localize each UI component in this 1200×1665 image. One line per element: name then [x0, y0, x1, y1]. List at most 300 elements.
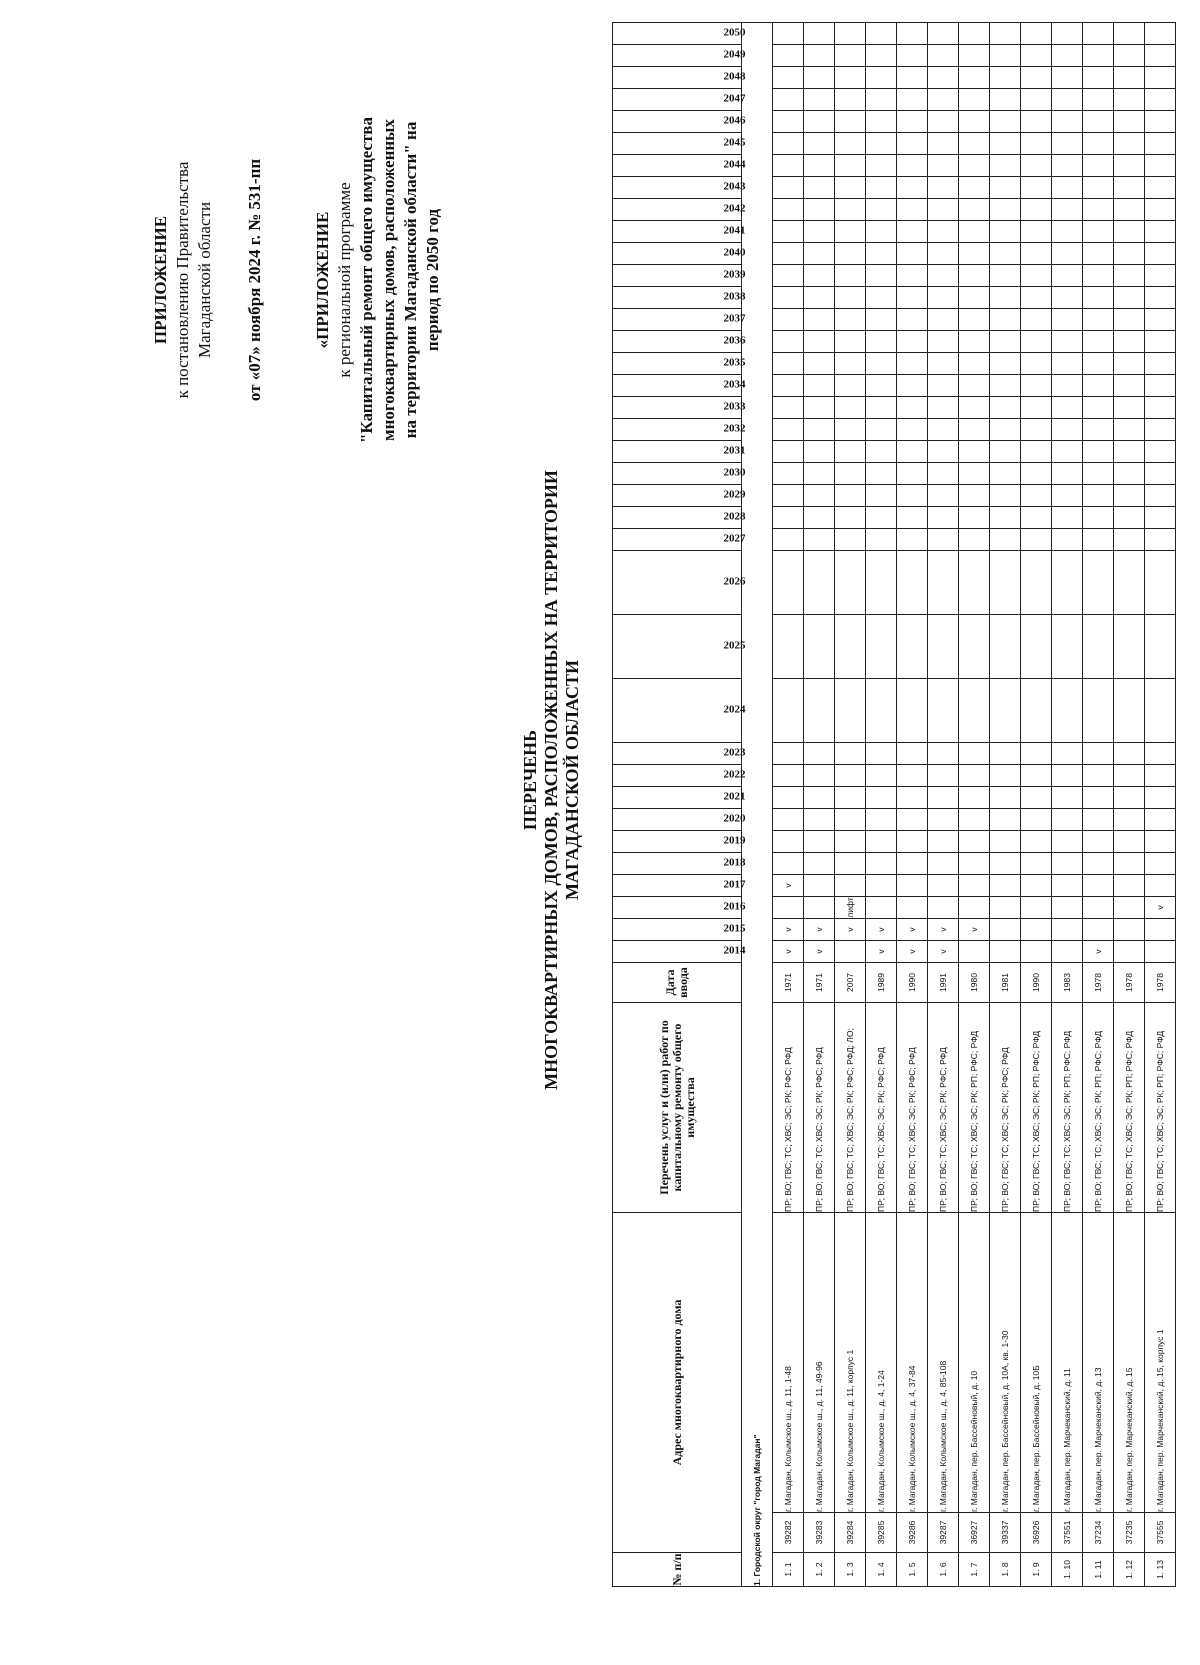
- cell-mark-2050: [1052, 23, 1083, 45]
- cell-mark-2034: [1052, 375, 1083, 397]
- cell-mark-2032: [990, 419, 1021, 441]
- cell-mark-2036: [990, 331, 1021, 353]
- cell-mark-2025: [773, 615, 804, 679]
- cell-mark-2028: [1052, 507, 1083, 529]
- cell-mark-2029: [1114, 485, 1145, 507]
- cell-address: г. Магадан, пер. Бассейновый, д. 10А, кв. 1-30: [990, 1213, 1021, 1513]
- cell-mark-2042: [1052, 199, 1083, 221]
- cell-mark-2038: [959, 287, 990, 309]
- cell-mark-2042: [959, 199, 990, 221]
- cell-mark-2023: [1145, 743, 1176, 765]
- table-row: [990, 23, 1021, 1587]
- cell-mark-2046: [804, 111, 835, 133]
- cell-mark-2015: v: [897, 919, 928, 941]
- cell-mark-2050: [1021, 23, 1052, 45]
- cell-mark-2047: [866, 89, 897, 111]
- cell-mark-2018: [1145, 853, 1176, 875]
- cell-mark-2017: [1083, 875, 1114, 897]
- cell-mark-2036: [1052, 331, 1083, 353]
- cell-mark-2032: [928, 419, 959, 441]
- cell-mark-2035: [928, 353, 959, 375]
- cell-mark-2025: [990, 615, 1021, 679]
- cell-mark-2020: [1114, 809, 1145, 831]
- cell-mark-2015: [1052, 919, 1083, 941]
- cell-mark-2030: [1114, 463, 1145, 485]
- cell-mark-2024: [959, 679, 990, 743]
- cell-mark-2039: [928, 265, 959, 287]
- cell-mark-2035: [959, 353, 990, 375]
- cell-mark-2039: [773, 265, 804, 287]
- cell-mark-2040: [866, 243, 897, 265]
- cell-mark-2041: [1083, 221, 1114, 243]
- cell-mark-2015: v: [835, 919, 866, 941]
- year-label: 2045: [723, 136, 746, 149]
- cell-mark-2041: [804, 221, 835, 243]
- cell-mark-2033: [1114, 397, 1145, 419]
- decree-date: от «07» ноября 2024 г. № 531-пп: [245, 158, 264, 402]
- cell-mark-2049: [959, 45, 990, 67]
- table-row: [928, 23, 959, 1587]
- cell-id: 36926: [1021, 1513, 1052, 1553]
- cell-mark-2014: [835, 941, 866, 963]
- cell-mark-2031: [773, 441, 804, 463]
- year-label: 2019: [723, 834, 746, 847]
- cell-mark-2033: [804, 397, 835, 419]
- year-label: 2027: [723, 532, 746, 545]
- cell-mark-2048: [835, 67, 866, 89]
- cell-mark-2028: [959, 507, 990, 529]
- cell-mark-2044: [773, 155, 804, 177]
- cell-mark-2015: [1021, 919, 1052, 941]
- cell-mark-2047: [990, 89, 1021, 111]
- cell-mark-2050: [835, 23, 866, 45]
- cell-mark-2024: [1145, 679, 1176, 743]
- cell-mark-2026: [1145, 551, 1176, 615]
- cell-mark-2024: [1052, 679, 1083, 743]
- cell-mark-2019: [928, 831, 959, 853]
- cell-mark-2015: [1114, 919, 1145, 941]
- cell-mark-2027: [1145, 529, 1176, 551]
- cell-mark-2050: [1145, 23, 1176, 45]
- cell-mark-2042: [835, 199, 866, 221]
- cell-mark-2014: [959, 941, 990, 963]
- cell-mark-2049: [835, 45, 866, 67]
- year-label: 2035: [723, 356, 746, 369]
- cell-mark-2044: [928, 155, 959, 177]
- cell-mark-2036: [897, 331, 928, 353]
- cell-works: ПР; ВО; ГВС; ТС; ХВС; ЭС; РК; РФС; РФД: [773, 1003, 804, 1213]
- cell-mark-2030: [1145, 463, 1176, 485]
- program-line: "Капитальный ремонт общего имущества: [357, 117, 376, 444]
- cell-mark-2042: [928, 199, 959, 221]
- cell-mark-2030: [897, 463, 928, 485]
- cell-id: 36927: [959, 1513, 990, 1553]
- cell-mark-2014: v: [804, 941, 835, 963]
- cell-mark-2039: [1114, 265, 1145, 287]
- cell-mark-2014: v: [897, 941, 928, 963]
- cell-mark-2028: [773, 507, 804, 529]
- cell-mark-2036: [804, 331, 835, 353]
- cell-mark-2047: [1083, 89, 1114, 111]
- cell-mark-2026: [897, 551, 928, 615]
- cell-mark-2020: [866, 809, 897, 831]
- cell-year: 1978: [1114, 963, 1145, 1003]
- cell-mark-2049: [1114, 45, 1145, 67]
- cell-year: 1991: [928, 963, 959, 1003]
- cell-mark-2019: [959, 831, 990, 853]
- cell-address: г. Магадан, Колымское ш., д. 11, 49-96: [804, 1213, 835, 1513]
- cell-mark-2047: [835, 89, 866, 111]
- cell-mark-2038: [897, 287, 928, 309]
- cell-mark-2034: [804, 375, 835, 397]
- year-label: 2020: [723, 812, 746, 825]
- cell-mark-2022: [804, 765, 835, 787]
- cell-mark-2048: [773, 67, 804, 89]
- cell-mark-2021: [773, 787, 804, 809]
- cell-mark-2045: [1021, 133, 1052, 155]
- cell-mark-2021: [1052, 787, 1083, 809]
- header-year-2020: [613, 809, 746, 831]
- cell-mark-2020: [773, 809, 804, 831]
- cell-mark-2029: [1021, 485, 1052, 507]
- header-year-2023: [613, 743, 746, 765]
- header-year-2044: [613, 155, 746, 177]
- cell-mark-2047: [1021, 89, 1052, 111]
- cell-mark-2035: [773, 353, 804, 375]
- cell-mark-2027: [959, 529, 990, 551]
- cell-mark-2041: [866, 221, 897, 243]
- cell-num: 1. 6: [928, 1553, 959, 1587]
- cell-mark-2044: [1083, 155, 1114, 177]
- cell-mark-2019: [773, 831, 804, 853]
- cell-mark-2032: [773, 419, 804, 441]
- cell-mark-2017: [928, 875, 959, 897]
- cell-mark-2022: [1145, 765, 1176, 787]
- cell-mark-2029: [959, 485, 990, 507]
- cell-mark-2050: [1083, 23, 1114, 45]
- cell-id: 37555: [1145, 1513, 1176, 1553]
- cell-mark-2043: [1021, 177, 1052, 199]
- cell-mark-2039: [804, 265, 835, 287]
- cell-works: ПР; ВО; ГВС; ТС; ХВС; ЭС; РК; РФС; РФД: [897, 1003, 928, 1213]
- cell-mark-2024: [835, 679, 866, 743]
- cell-mark-2040: [959, 243, 990, 265]
- cell-mark-2044: [1114, 155, 1145, 177]
- year-label: 2044: [723, 158, 746, 171]
- cell-mark-2030: [959, 463, 990, 485]
- cell-mark-2044: [897, 155, 928, 177]
- cell-mark-2025: [897, 615, 928, 679]
- cell-mark-2021: [928, 787, 959, 809]
- cell-mark-2022: [866, 765, 897, 787]
- cell-mark-2042: [804, 199, 835, 221]
- cell-mark-2019: [835, 831, 866, 853]
- cell-mark-2024: [1114, 679, 1145, 743]
- year-label: 2026: [723, 576, 746, 588]
- cell-mark-2043: [804, 177, 835, 199]
- year-label: 2024: [723, 704, 746, 716]
- cell-mark-2039: [866, 265, 897, 287]
- year-label: 2037: [723, 312, 746, 325]
- cell-mark-2034: [990, 375, 1021, 397]
- cell-mark-2046: [959, 111, 990, 133]
- year-label: 2041: [723, 224, 746, 237]
- year-label: 2016: [723, 900, 746, 913]
- cell-num: 1. 8: [990, 1553, 1021, 1587]
- cell-mark-2044: [1052, 155, 1083, 177]
- cell-mark-2021: [835, 787, 866, 809]
- cell-year: 1971: [804, 963, 835, 1003]
- header-year-2038: [613, 287, 746, 309]
- cell-mark-2043: [897, 177, 928, 199]
- cell-mark-2028: [866, 507, 897, 529]
- cell-mark-2046: [990, 111, 1021, 133]
- header-year-2015: [613, 919, 746, 941]
- cell-mark-2047: [773, 89, 804, 111]
- cell-mark-2023: [897, 743, 928, 765]
- cell-mark-2024: [773, 679, 804, 743]
- header-year-2014: [613, 941, 746, 963]
- cell-mark-2047: [959, 89, 990, 111]
- cell-mark-2044: [804, 155, 835, 177]
- cell-mark-2026: [866, 551, 897, 615]
- cell-mark-2032: [959, 419, 990, 441]
- cell-mark-2021: [1021, 787, 1052, 809]
- cell-mark-2032: [1021, 419, 1052, 441]
- cell-mark-2041: [928, 221, 959, 243]
- cell-mark-2033: [866, 397, 897, 419]
- cell-mark-2027: [1021, 529, 1052, 551]
- cell-mark-2040: [928, 243, 959, 265]
- cell-mark-2037: [773, 309, 804, 331]
- cell-mark-2023: [928, 743, 959, 765]
- cell-mark-2026: [773, 551, 804, 615]
- cell-mark-2042: [897, 199, 928, 221]
- cell-mark-2022: [928, 765, 959, 787]
- cell-mark-2027: [835, 529, 866, 551]
- cell-mark-2017: [990, 875, 1021, 897]
- header-year-2030: [613, 463, 746, 485]
- cell-mark-2050: [928, 23, 959, 45]
- cell-mark-2030: [1083, 463, 1114, 485]
- cell-mark-2015: [1083, 919, 1114, 941]
- cell-mark-2038: [866, 287, 897, 309]
- cell-mark-2031: [1145, 441, 1176, 463]
- section-row: [742, 23, 773, 1587]
- year-label: 2047: [723, 92, 746, 105]
- program-line: на территории Магаданской области" на: [401, 121, 420, 439]
- header-year-2042: [613, 199, 746, 221]
- cell-mark-2040: [835, 243, 866, 265]
- cell-mark-2020: [928, 809, 959, 831]
- year-label: 2030: [723, 466, 746, 479]
- cell-mark-2049: [1145, 45, 1176, 67]
- cell-mark-2040: [990, 243, 1021, 265]
- cell-mark-2043: [1083, 177, 1114, 199]
- cell-mark-2016: [959, 897, 990, 919]
- cell-mark-2036: [835, 331, 866, 353]
- cell-mark-2032: [835, 419, 866, 441]
- cell-mark-2024: [866, 679, 897, 743]
- cell-mark-2031: [1083, 441, 1114, 463]
- cell-mark-2049: [773, 45, 804, 67]
- cell-mark-2031: [835, 441, 866, 463]
- header-works: Перечень услуг и (или) работ по капитальному ремонту общего имущества: [613, 1003, 742, 1213]
- cell-mark-2049: [804, 45, 835, 67]
- cell-mark-2022: [835, 765, 866, 787]
- cell-mark-2016: v: [1145, 897, 1176, 919]
- cell-address: г. Магадан, пер. Марчеканский, д. 15: [1114, 1213, 1145, 1513]
- cell-mark-2037: [866, 309, 897, 331]
- cell-mark-2029: [1052, 485, 1083, 507]
- cell-mark-2043: [866, 177, 897, 199]
- cell-mark-2014: [1052, 941, 1083, 963]
- table-row: [1021, 23, 1052, 1587]
- cell-mark-2049: [1052, 45, 1083, 67]
- cell-mark-2022: [1021, 765, 1052, 787]
- cell-mark-2019: [897, 831, 928, 853]
- cell-mark-2048: [804, 67, 835, 89]
- year-label: 2032: [723, 422, 746, 435]
- cell-mark-2041: [773, 221, 804, 243]
- cell-mark-2031: [1114, 441, 1145, 463]
- cell-mark-2045: [1083, 133, 1114, 155]
- cell-mark-2032: [866, 419, 897, 441]
- cell-mark-2015: [1145, 919, 1176, 941]
- header-year-2048: [613, 67, 746, 89]
- cell-mark-2029: [990, 485, 1021, 507]
- cell-mark-2049: [990, 45, 1021, 67]
- cell-mark-2024: [897, 679, 928, 743]
- cell-mark-2029: [866, 485, 897, 507]
- cell-mark-2017: [1145, 875, 1176, 897]
- table-row: [773, 23, 804, 1587]
- cell-mark-2038: [928, 287, 959, 309]
- cell-mark-2022: [1083, 765, 1114, 787]
- cell-mark-2021: [866, 787, 897, 809]
- cell-mark-2044: [990, 155, 1021, 177]
- cell-mark-2032: [1145, 419, 1176, 441]
- cell-mark-2045: [835, 133, 866, 155]
- cell-mark-2046: [1021, 111, 1052, 133]
- cell-works: ПР; ВО; ГВС; ТС; ХВС; ЭС; РК; РП; РФС; РФД: [1021, 1003, 1052, 1213]
- header-year-2043: [613, 177, 746, 199]
- cell-mark-2016: [990, 897, 1021, 919]
- cell-mark-2018: [804, 853, 835, 875]
- cell-mark-2035: [835, 353, 866, 375]
- year-label: 2046: [723, 114, 746, 127]
- cell-address: г. Магадан, Колымское ш., д. 4, 85-108: [928, 1213, 959, 1513]
- header-year-2029: [613, 485, 746, 507]
- cell-mark-2034: [959, 375, 990, 397]
- cell-mark-2045: [804, 133, 835, 155]
- cell-mark-2043: [1145, 177, 1176, 199]
- year-label: 2031: [723, 444, 746, 457]
- cell-mark-2044: [959, 155, 990, 177]
- header-year-2037: [613, 309, 746, 331]
- cell-mark-2047: [1145, 89, 1176, 111]
- cell-mark-2038: [1145, 287, 1176, 309]
- cell-mark-2041: [1145, 221, 1176, 243]
- cell-mark-2022: [1114, 765, 1145, 787]
- cell-year: 1990: [1021, 963, 1052, 1003]
- cell-mark-2027: [773, 529, 804, 551]
- cell-mark-2047: [1114, 89, 1145, 111]
- cell-mark-2027: [1083, 529, 1114, 551]
- cell-mark-2034: [835, 375, 866, 397]
- cell-mark-2015: v: [866, 919, 897, 941]
- header-year-2016: [613, 897, 746, 919]
- cell-mark-2024: [804, 679, 835, 743]
- cell-mark-2042: [1021, 199, 1052, 221]
- cell-num: 1. 5: [897, 1553, 928, 1587]
- cell-works: ПР; ВО; ГВС; ТС; ХВС; ЭС; РК; РП; РФС; РФД: [1083, 1003, 1114, 1213]
- cell-mark-2018: [897, 853, 928, 875]
- cell-address: г. Магадан, пер. Бассейновый, д. 10: [959, 1213, 990, 1513]
- cell-num: 1. 1: [773, 1553, 804, 1587]
- cell-mark-2023: [835, 743, 866, 765]
- cell-mark-2032: [1083, 419, 1114, 441]
- cell-mark-2037: [928, 309, 959, 331]
- cell-mark-2042: [1145, 199, 1176, 221]
- header-year-2018: [613, 853, 746, 875]
- appendix-title: ПРИЛОЖЕНИЕ: [151, 215, 170, 345]
- cell-mark-2031: [928, 441, 959, 463]
- cell-mark-2023: [1021, 743, 1052, 765]
- cell-mark-2019: [866, 831, 897, 853]
- cell-mark-2019: [1145, 831, 1176, 853]
- cell-mark-2049: [897, 45, 928, 67]
- cell-mark-2025: [1114, 615, 1145, 679]
- cell-address: г. Магадан, Колымское ш., д. 11, корпус 1: [835, 1213, 866, 1513]
- cell-mark-2023: [1114, 743, 1145, 765]
- cell-mark-2044: [1021, 155, 1052, 177]
- cell-mark-2036: [1021, 331, 1052, 353]
- cell-mark-2045: [866, 133, 897, 155]
- cell-num: 1. 3: [835, 1553, 866, 1587]
- cell-mark-2017: [804, 875, 835, 897]
- cell-mark-2027: [897, 529, 928, 551]
- cell-mark-2043: [928, 177, 959, 199]
- cell-num: 1. 4: [866, 1553, 897, 1587]
- cell-mark-2039: [959, 265, 990, 287]
- cell-mark-2028: [1083, 507, 1114, 529]
- cell-mark-2049: [1021, 45, 1052, 67]
- cell-mark-2043: [990, 177, 1021, 199]
- cell-mark-2018: [990, 853, 1021, 875]
- cell-mark-2025: [835, 615, 866, 679]
- cell-mark-2018: [1083, 853, 1114, 875]
- header-year-2039: [613, 265, 746, 287]
- cell-mark-2023: [1083, 743, 1114, 765]
- cell-mark-2018: [959, 853, 990, 875]
- table-row: [1052, 23, 1083, 1587]
- cell-mark-2048: [897, 67, 928, 89]
- year-label: 2017: [723, 878, 746, 891]
- cell-mark-2050: [959, 23, 990, 45]
- cell-mark-2028: [990, 507, 1021, 529]
- cell-mark-2048: [866, 67, 897, 89]
- cell-mark-2035: [1021, 353, 1052, 375]
- cell-mark-2046: [835, 111, 866, 133]
- cell-address: г. Магадан, пер. Марчеканский, д. 15, корпус 1: [1145, 1213, 1176, 1513]
- cell-mark-2029: [773, 485, 804, 507]
- cell-mark-2031: [1052, 441, 1083, 463]
- cell-mark-2038: [1052, 287, 1083, 309]
- cell-mark-2022: [990, 765, 1021, 787]
- appendix-header: [150, 115, 444, 445]
- cell-mark-2032: [804, 419, 835, 441]
